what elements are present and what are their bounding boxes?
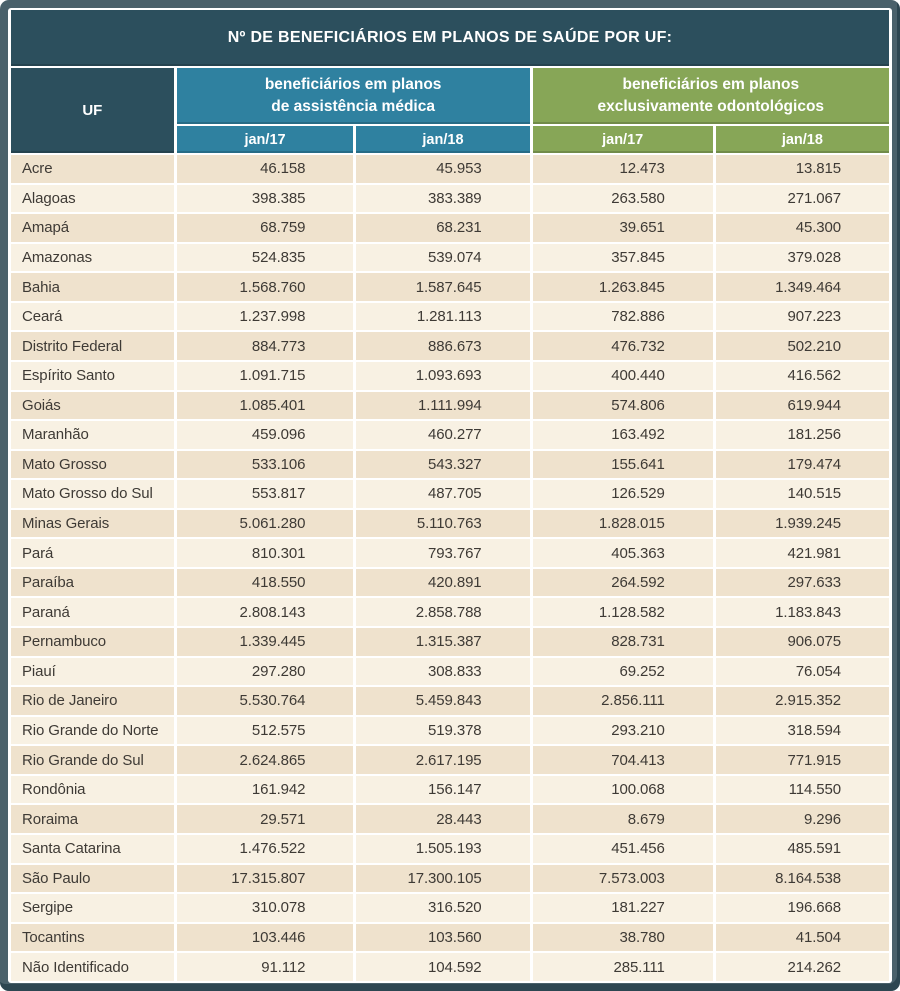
medical-jan17-cell: 524.835 — [177, 244, 354, 272]
uf-cell: Piauí — [11, 658, 174, 686]
dental-jan18-cell: 196.668 — [716, 894, 889, 922]
dental-jan17-cell: 7.573.003 — [533, 865, 713, 893]
table-row — [11, 835, 889, 863]
table-title: Nº DE BENEFICIÁRIOS EM PLANOS DE SAÚDE POR UF: — [11, 10, 889, 66]
dental-jan18-cell: 214.262 — [716, 953, 889, 981]
dental-jan18-cell: 502.210 — [716, 332, 889, 360]
table-row — [11, 569, 889, 597]
medical-jan18-cell: 886.673 — [356, 332, 529, 360]
medical-jan17-cell: 17.315.807 — [177, 865, 354, 893]
dental-jan18-cell: 485.591 — [716, 835, 889, 863]
table-row — [11, 362, 889, 390]
uf-cell: Mato Grosso do Sul — [11, 480, 174, 508]
uf-cell: Ceará — [11, 303, 174, 331]
uf-cell: Paraná — [11, 598, 174, 626]
medical-jan18-cell: 1.281.113 — [356, 303, 529, 331]
table-row — [11, 953, 889, 981]
dental-jan18-cell: 379.028 — [716, 244, 889, 272]
table-row — [11, 214, 889, 242]
dental-jan18-cell: 140.515 — [716, 480, 889, 508]
table-row — [11, 155, 889, 183]
dental-jan17-cell: 2.856.111 — [533, 687, 713, 715]
dental-jan18-cell: 421.981 — [716, 539, 889, 567]
table-row — [11, 185, 889, 213]
table-row — [11, 746, 889, 774]
dental-jan17-cell: 1.828.015 — [533, 510, 713, 538]
medical-jan17-cell: 5.061.280 — [177, 510, 354, 538]
medical-jan17-cell: 68.759 — [177, 214, 354, 242]
table-row — [11, 865, 889, 893]
medical-jan17-cell: 297.280 — [177, 658, 354, 686]
uf-cell: Amazonas — [11, 244, 174, 272]
subheader-dental-jan17: jan/17 — [533, 126, 713, 153]
medical-jan18-cell: 28.443 — [356, 805, 529, 833]
table-row — [11, 421, 889, 449]
dental-jan18-cell: 906.075 — [716, 628, 889, 656]
uf-cell: Não Identificado — [11, 953, 174, 981]
medical-jan17-cell: 29.571 — [177, 805, 354, 833]
subheader-dental-jan18: jan/18 — [716, 126, 889, 153]
uf-cell: Sergipe — [11, 894, 174, 922]
medical-jan17-cell: 459.096 — [177, 421, 354, 449]
medical-jan18-cell: 45.953 — [356, 155, 529, 183]
medical-jan18-cell: 543.327 — [356, 451, 529, 479]
medical-jan18-cell: 1.315.387 — [356, 628, 529, 656]
uf-cell: Tocantins — [11, 924, 174, 952]
dental-jan17-cell: 357.845 — [533, 244, 713, 272]
dental-jan17-cell: 263.580 — [533, 185, 713, 213]
uf-cell: Rio Grande do Norte — [11, 717, 174, 745]
table-body — [11, 155, 889, 981]
table-row — [11, 658, 889, 686]
medical-jan17-cell: 553.817 — [177, 480, 354, 508]
dental-jan18-cell: 45.300 — [716, 214, 889, 242]
group-header-dental — [533, 68, 889, 124]
dental-jan18-cell: 13.815 — [716, 155, 889, 183]
dental-jan18-cell: 271.067 — [716, 185, 889, 213]
medical-jan18-cell: 68.231 — [356, 214, 529, 242]
dental-jan18-cell: 181.256 — [716, 421, 889, 449]
dental-jan18-cell: 318.594 — [716, 717, 889, 745]
subheader-medical-jan17: jan/17 — [177, 126, 354, 153]
table-row — [11, 687, 889, 715]
uf-cell: Minas Gerais — [11, 510, 174, 538]
table-row — [11, 628, 889, 656]
dental-jan18-cell: 416.562 — [716, 362, 889, 390]
medical-jan18-cell: 1.111.994 — [356, 392, 529, 420]
uf-cell: Maranhão — [11, 421, 174, 449]
dental-jan18-cell: 76.054 — [716, 658, 889, 686]
dental-jan17-cell: 8.679 — [533, 805, 713, 833]
dental-jan17-cell: 264.592 — [533, 569, 713, 597]
uf-cell: Amapá — [11, 214, 174, 242]
dental-jan18-cell: 771.915 — [716, 746, 889, 774]
medical-jan17-cell: 161.942 — [177, 776, 354, 804]
medical-jan18-cell: 2.858.788 — [356, 598, 529, 626]
dental-jan18-cell: 9.296 — [716, 805, 889, 833]
medical-jan18-cell: 103.560 — [356, 924, 529, 952]
medical-jan18-cell: 1.505.193 — [356, 835, 529, 863]
dental-jan18-cell: 297.633 — [716, 569, 889, 597]
medical-jan18-cell: 5.110.763 — [356, 510, 529, 538]
dental-jan17-cell: 704.413 — [533, 746, 713, 774]
dental-jan17-cell: 1.263.845 — [533, 273, 713, 301]
medical-jan17-cell: 5.530.764 — [177, 687, 354, 715]
table-row — [11, 598, 889, 626]
dental-jan18-cell: 2.915.352 — [716, 687, 889, 715]
table-row — [11, 244, 889, 272]
medical-jan18-cell: 308.833 — [356, 658, 529, 686]
medical-jan18-cell: 420.891 — [356, 569, 529, 597]
dental-jan17-cell: 405.363 — [533, 539, 713, 567]
dental-jan17-cell: 451.456 — [533, 835, 713, 863]
medical-jan17-cell: 1.085.401 — [177, 392, 354, 420]
group-header-medical — [177, 68, 530, 124]
dental-jan18-cell: 41.504 — [716, 924, 889, 952]
medical-jan17-cell: 418.550 — [177, 569, 354, 597]
dental-jan17-cell: 1.128.582 — [533, 598, 713, 626]
uf-cell: Acre — [11, 155, 174, 183]
uf-cell: Alagoas — [11, 185, 174, 213]
dental-jan17-cell: 828.731 — [533, 628, 713, 656]
uf-cell: Santa Catarina — [11, 835, 174, 863]
uf-cell: Distrito Federal — [11, 332, 174, 360]
table-row — [11, 894, 889, 922]
medical-jan18-cell: 17.300.105 — [356, 865, 529, 893]
medical-jan18-cell: 460.277 — [356, 421, 529, 449]
medical-jan18-cell: 5.459.843 — [356, 687, 529, 715]
dental-jan18-cell: 1.939.245 — [716, 510, 889, 538]
uf-cell: Rio de Janeiro — [11, 687, 174, 715]
group-header-dental-line1: beneficiários em planos — [622, 76, 800, 94]
medical-jan17-cell: 884.773 — [177, 332, 354, 360]
medical-jan17-cell: 1.476.522 — [177, 835, 354, 863]
table-row — [11, 332, 889, 360]
dental-jan18-cell: 1.349.464 — [716, 273, 889, 301]
dental-jan17-cell: 285.111 — [533, 953, 713, 981]
uf-cell: São Paulo — [11, 865, 174, 893]
group-header-dental-line2: exclusivamente odontológicos — [597, 98, 825, 115]
table-row — [11, 273, 889, 301]
medical-jan17-cell: 1.339.445 — [177, 628, 354, 656]
group-header-medical-line2: de assistência médica — [271, 98, 435, 115]
medical-jan18-cell: 156.147 — [356, 776, 529, 804]
dental-jan18-cell: 114.550 — [716, 776, 889, 804]
dental-jan18-cell: 179.474 — [716, 451, 889, 479]
table-row — [11, 776, 889, 804]
uf-cell: Mato Grosso — [11, 451, 174, 479]
dental-jan18-cell: 907.223 — [716, 303, 889, 331]
table-row — [11, 480, 889, 508]
medical-jan18-cell: 519.378 — [356, 717, 529, 745]
group-header-medical-line1: beneficiários em planos — [264, 76, 442, 94]
medical-jan17-cell: 2.808.143 — [177, 598, 354, 626]
dental-jan18-cell: 1.183.843 — [716, 598, 889, 626]
medical-jan18-cell: 539.074 — [356, 244, 529, 272]
table-row — [11, 717, 889, 745]
dental-jan17-cell: 38.780 — [533, 924, 713, 952]
medical-jan18-cell: 2.617.195 — [356, 746, 529, 774]
table-row — [11, 805, 889, 833]
dental-jan17-cell: 476.732 — [533, 332, 713, 360]
uf-cell: Rio Grande do Sul — [11, 746, 174, 774]
medical-jan17-cell: 810.301 — [177, 539, 354, 567]
uf-cell: Rondônia — [11, 776, 174, 804]
medical-jan17-cell: 91.112 — [177, 953, 354, 981]
dental-jan17-cell: 12.473 — [533, 155, 713, 183]
medical-jan17-cell: 533.106 — [177, 451, 354, 479]
beneficiaries-table — [8, 8, 892, 983]
medical-jan17-cell: 1.568.760 — [177, 273, 354, 301]
table-row — [11, 303, 889, 331]
medical-jan18-cell: 104.592 — [356, 953, 529, 981]
uf-cell: Espírito Santo — [11, 362, 174, 390]
medical-jan17-cell: 1.091.715 — [177, 362, 354, 390]
medical-jan18-cell: 793.767 — [356, 539, 529, 567]
dental-jan17-cell: 155.641 — [533, 451, 713, 479]
dental-jan17-cell: 574.806 — [533, 392, 713, 420]
table-row — [11, 451, 889, 479]
dental-jan17-cell: 163.492 — [533, 421, 713, 449]
dental-jan17-cell: 69.252 — [533, 658, 713, 686]
dental-jan18-cell: 619.944 — [716, 392, 889, 420]
dental-jan17-cell: 100.068 — [533, 776, 713, 804]
table-row — [11, 392, 889, 420]
uf-cell: Pernambuco — [11, 628, 174, 656]
medical-jan17-cell: 512.575 — [177, 717, 354, 745]
dental-jan17-cell: 181.227 — [533, 894, 713, 922]
dental-jan18-cell: 8.164.538 — [716, 865, 889, 893]
dental-jan17-cell: 126.529 — [533, 480, 713, 508]
uf-cell: Pará — [11, 539, 174, 567]
column-header-uf: UF — [11, 68, 174, 153]
medical-jan17-cell: 398.385 — [177, 185, 354, 213]
uf-cell: Roraima — [11, 805, 174, 833]
dental-jan17-cell: 39.651 — [533, 214, 713, 242]
uf-cell: Paraíba — [11, 569, 174, 597]
medical-jan18-cell: 1.587.645 — [356, 273, 529, 301]
uf-cell: Goiás — [11, 392, 174, 420]
dental-jan17-cell: 293.210 — [533, 717, 713, 745]
medical-jan17-cell: 103.446 — [177, 924, 354, 952]
medical-jan18-cell: 487.705 — [356, 480, 529, 508]
subheader-medical-jan18: jan/18 — [356, 126, 529, 153]
medical-jan18-cell: 316.520 — [356, 894, 529, 922]
medical-jan18-cell: 1.093.693 — [356, 362, 529, 390]
table-row — [11, 539, 889, 567]
dental-jan17-cell: 782.886 — [533, 303, 713, 331]
medical-jan17-cell: 310.078 — [177, 894, 354, 922]
dental-jan17-cell: 400.440 — [533, 362, 713, 390]
table-row — [11, 924, 889, 952]
uf-cell: Bahia — [11, 273, 174, 301]
medical-jan17-cell: 46.158 — [177, 155, 354, 183]
medical-jan17-cell: 1.237.998 — [177, 303, 354, 331]
medical-jan18-cell: 383.389 — [356, 185, 529, 213]
medical-jan17-cell: 2.624.865 — [177, 746, 354, 774]
table-row — [11, 510, 889, 538]
